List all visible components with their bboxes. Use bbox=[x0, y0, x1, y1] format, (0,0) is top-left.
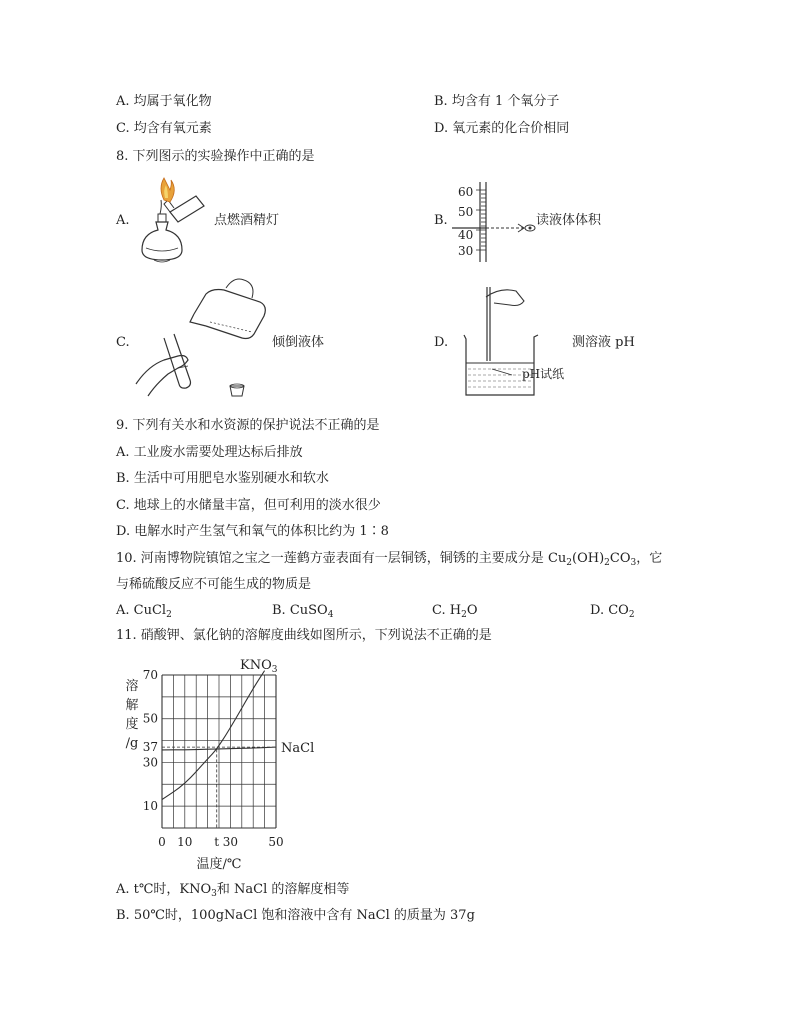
kno3-curve bbox=[162, 671, 265, 800]
q11-option-a: A. t℃时，$KNO_3$和 NaCl 的溶解度相等 bbox=[116, 882, 350, 899]
q9-option-d: D. 电解水时产生氢气和氧气的体积比约为 1∶8 bbox=[116, 524, 389, 539]
x-axis-label: 温度/℃ bbox=[196, 857, 242, 872]
q10-option-a: A. CuCl$_2$ bbox=[116, 603, 172, 620]
q7-option-a: A. 均属于氧化物 bbox=[116, 94, 212, 109]
y-tick-label: 37 bbox=[142, 740, 158, 755]
x-tick-label: 10 bbox=[177, 835, 193, 849]
cylinder-tick-40: 40 bbox=[458, 228, 474, 242]
cylinder-tick-30: 30 bbox=[458, 244, 474, 258]
q8-label-c: 倾倒液体 bbox=[272, 335, 325, 350]
q9-stem: 9. 下列有关水和水资源的保护说法不正确的是 bbox=[116, 418, 380, 433]
cylinder-tick-50: 50 bbox=[458, 205, 474, 219]
q11-option-b: B. 50℃时，100gNaCl 饱和溶液中含有 NaCl 的质量为 37g bbox=[116, 908, 475, 923]
q7-option-d: D. 氧元素的化合价相同 bbox=[434, 121, 570, 136]
q7-option-b: B. 均含有 1 个氧分子 bbox=[434, 94, 560, 109]
q7-option-c: C. 均含有氧元素 bbox=[116, 121, 212, 136]
q8-stem: 8. 下列图示的实验操作中正确的是 bbox=[116, 149, 315, 164]
y-axis-label-char: 溶 bbox=[125, 679, 139, 694]
q10-option-b: B. CuSO$_4$ bbox=[272, 603, 334, 620]
q8-label-d: 测溶液 pH bbox=[572, 335, 635, 350]
kno3-series-label: $KNO_3$ bbox=[240, 658, 278, 675]
q8-letter-b: B. bbox=[434, 213, 448, 228]
q10-option-c: C. $H_2O$ bbox=[432, 603, 478, 620]
q10-stem-line1: 10. 河南博物院镇馆之宝之一莲鹤方壶表面有一层铜锈，铜锈的主要成分是 $Cu_2(OH)_2CO_3$，它 bbox=[116, 551, 663, 568]
y-axis-label-char: 度 bbox=[125, 717, 139, 732]
y-tick-label: 70 bbox=[142, 668, 158, 682]
x-tick-label: 50 bbox=[268, 835, 284, 849]
q9-option-a: A. 工业废水需要处理达标后排放 bbox=[116, 445, 303, 460]
q8-label-a: 点燃酒精灯 bbox=[214, 213, 280, 228]
q9-option-b: B. 生活中可用肥皂水鉴别硬水和软水 bbox=[116, 471, 329, 486]
q8-letter-a: A. bbox=[116, 213, 130, 228]
q8-label-b: 读液体体积 bbox=[536, 213, 602, 228]
y-tick-label: 50 bbox=[142, 711, 158, 726]
q11-stem: 11. 硝酸钾、氯化钠的溶解度曲线如图所示，下列说法不正确的是 bbox=[116, 628, 492, 643]
cylinder-tick-60: 60 bbox=[458, 185, 474, 199]
y-tick-label: 30 bbox=[142, 755, 158, 770]
y-tick-label: 10 bbox=[142, 799, 158, 814]
y-axis-label-char: /g bbox=[125, 736, 139, 751]
ph-paper-label: pH试纸 bbox=[522, 367, 565, 381]
x-tick-label: 30 bbox=[222, 835, 239, 849]
nacl-series-label: NaCl bbox=[281, 741, 315, 756]
q10-stem-line2: 与稀硫酸反应不可能生成的物质是 bbox=[116, 577, 312, 592]
y-axis-label-char: 解 bbox=[125, 698, 139, 713]
q8-letter-c: C. bbox=[116, 335, 130, 350]
q9-option-c: C. 地球上的水储量丰富，但可利用的淡水很少 bbox=[116, 498, 381, 513]
x-tick-label: t bbox=[214, 835, 220, 849]
x-tick-label: 0 bbox=[158, 835, 166, 849]
q10-option-d: D. $CO_2$ bbox=[590, 603, 635, 620]
q8-letter-d: D. bbox=[434, 335, 449, 350]
